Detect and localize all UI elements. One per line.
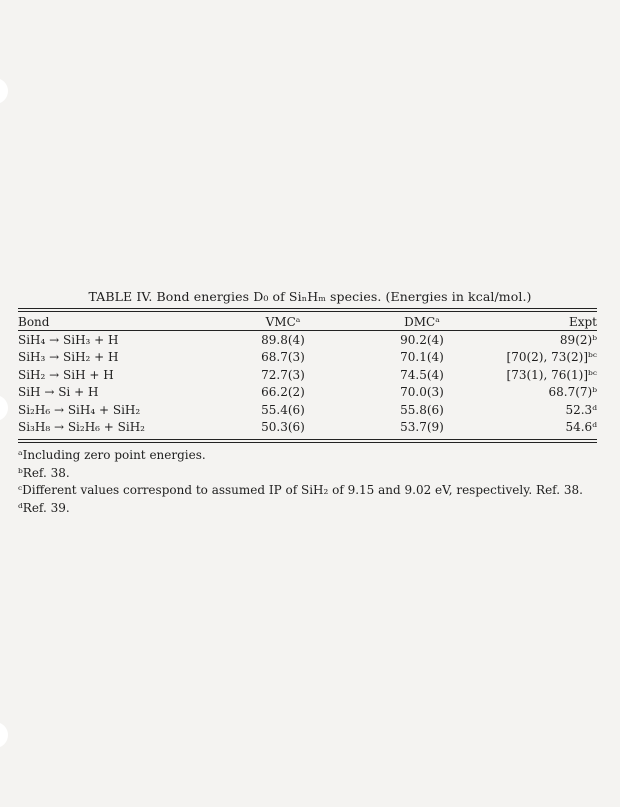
footnote-a: ᵃIncluding zero point energies. [18, 448, 206, 462]
table-bottom-rule [18, 442, 597, 443]
table-row [18, 384, 597, 402]
cell-dmc: 74.5(4) [400, 367, 444, 382]
cell-expt: [70(2), 73(2)]ᵇᶜ [506, 350, 597, 365]
table-top-rule [18, 308, 597, 309]
footnote-d: ᵈRef. 39. [18, 500, 70, 515]
table-top-rule [18, 311, 597, 312]
cell-vmc: 55.4(6) [261, 402, 305, 417]
cell-vmc: 66.2(2) [261, 385, 305, 400]
table-header-row [18, 313, 597, 330]
cell-dmc: 55.8(6) [400, 402, 444, 417]
header-expt: Expt [568, 314, 597, 329]
cell-dmc: 90.2(4) [400, 332, 444, 347]
table-row [18, 366, 597, 384]
cell-bond: Si₃H₈ → Si₂H₆ + SiH₂ [18, 420, 145, 435]
punch-hole [0, 395, 8, 421]
cell-expt: [73(1), 76(1)]ᵇᶜ [506, 367, 597, 382]
table-caption: TABLE IV. Bond energies D₀ of SiₙHₘ species. (Energies in kcal/mol.) [88, 289, 532, 304]
cell-vmc: 50.3(6) [261, 420, 305, 435]
cell-bond: Si₂H₆ → SiH₄ + SiH₂ [18, 402, 141, 417]
bond-energy-table [18, 313, 597, 436]
header-dmc: DMCᵃ [404, 314, 440, 329]
cell-expt: 68.7(7)ᵇ [548, 385, 597, 400]
footnote-c: ᶜDifferent values correspond to assumed IP of SiH₂ of 9.15 and 9.02 eV, respectively. Ref. 38. [18, 483, 583, 497]
header-bond: Bond [18, 314, 50, 329]
cell-dmc: 70.0(3) [400, 385, 444, 400]
footnotes [18, 448, 608, 518]
table-bottom-rule [18, 439, 597, 440]
cell-vmc: 72.7(3) [261, 367, 305, 382]
header-vmc: VMCᵃ [265, 314, 301, 329]
punch-hole [0, 722, 8, 748]
table-row [18, 330, 597, 349]
cell-bond: SiH₃ → SiH₂ + H [18, 350, 119, 365]
cell-bond: SiH₂ → SiH + H [18, 367, 114, 382]
table-row [18, 349, 597, 367]
cell-bond: SiH₄ → SiH₃ + H [18, 332, 119, 347]
cell-vmc: 89.8(4) [261, 332, 305, 347]
table-row [18, 419, 597, 437]
cell-vmc: 68.7(3) [261, 350, 305, 365]
cell-dmc: 53.7(9) [400, 420, 444, 435]
cell-dmc: 70.1(4) [400, 350, 444, 365]
footnote-b: ᵇRef. 38. [18, 465, 70, 480]
table-row [18, 401, 597, 419]
cell-bond: SiH → Si + H [18, 385, 99, 400]
cell-expt: 52.3ᵈ [565, 402, 597, 417]
punch-hole [0, 78, 8, 104]
cell-expt: 54.6ᵈ [565, 420, 597, 435]
cell-expt: 89(2)ᵇ [559, 332, 597, 347]
